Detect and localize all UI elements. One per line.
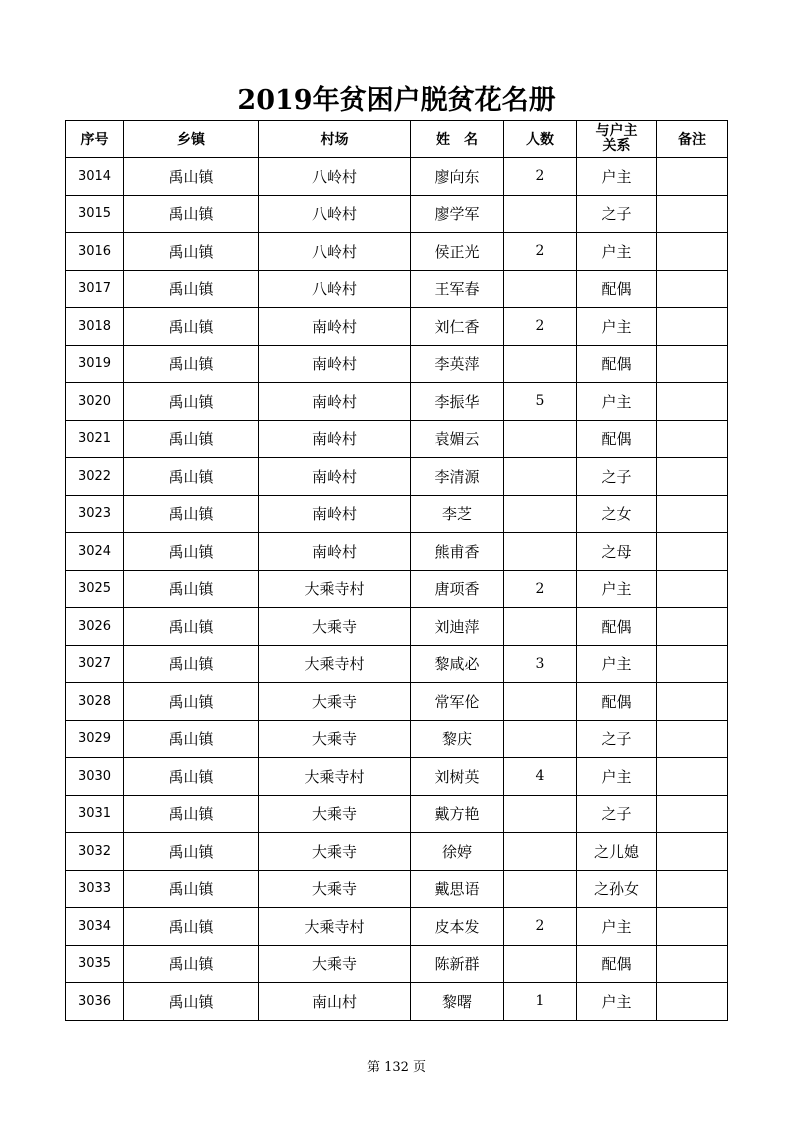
cell-village: 大乘寺村 <box>259 645 411 683</box>
cell-name: 李振华 <box>411 383 504 421</box>
cell-remarks <box>657 608 728 646</box>
header-name: 姓 名 <box>411 121 504 158</box>
cell-household-size <box>504 458 577 496</box>
cell-township: 禹山镇 <box>124 720 259 758</box>
cell-relationship: 配偶 <box>577 345 657 383</box>
cell-serial: 3029 <box>66 720 124 758</box>
cell-household-size <box>504 420 577 458</box>
cell-relationship: 户主 <box>577 758 657 796</box>
cell-remarks <box>657 720 728 758</box>
cell-township: 禹山镇 <box>124 570 259 608</box>
cell-name: 戴方艳 <box>411 795 504 833</box>
cell-serial: 3031 <box>66 795 124 833</box>
header-relationship <box>577 121 657 158</box>
cell-village: 八岭村 <box>259 158 411 196</box>
table-row <box>66 383 728 421</box>
cell-household-size: 2 <box>504 308 577 346</box>
table-row <box>66 158 728 196</box>
cell-name: 王军春 <box>411 270 504 308</box>
cell-name: 唐项香 <box>411 570 504 608</box>
cell-serial: 3023 <box>66 495 124 533</box>
cell-township: 禹山镇 <box>124 870 259 908</box>
header-relationship-line-1: 与户主 <box>595 123 638 139</box>
cell-village: 大乘寺 <box>259 833 411 871</box>
cell-serial: 3024 <box>66 533 124 571</box>
cell-name: 李清源 <box>411 458 504 496</box>
cell-name: 刘树英 <box>411 758 504 796</box>
table-body <box>66 158 728 1021</box>
cell-remarks <box>657 420 728 458</box>
table-row <box>66 608 728 646</box>
cell-household-size <box>504 345 577 383</box>
page-title: 2019年贫困户脱贫花名册 <box>237 85 556 116</box>
cell-serial: 3014 <box>66 158 124 196</box>
cell-serial: 3020 <box>66 383 124 421</box>
cell-household-size: 2 <box>504 158 577 196</box>
cell-township: 禹山镇 <box>124 645 259 683</box>
cell-relationship: 之孙女 <box>577 870 657 908</box>
cell-name: 徐婷 <box>411 833 504 871</box>
table-row <box>66 533 728 571</box>
header-village: 村场 <box>259 121 411 158</box>
cell-township: 禹山镇 <box>124 945 259 983</box>
cell-village: 大乘寺 <box>259 720 411 758</box>
cell-household-size <box>504 683 577 721</box>
cell-township: 禹山镇 <box>124 158 259 196</box>
cell-township: 禹山镇 <box>124 270 259 308</box>
cell-household-size: 4 <box>504 758 577 796</box>
cell-village: 南山村 <box>259 983 411 1021</box>
cell-relationship: 配偶 <box>577 270 657 308</box>
cell-household-size <box>504 270 577 308</box>
cell-remarks <box>657 795 728 833</box>
cell-serial: 3027 <box>66 645 124 683</box>
cell-relationship: 户主 <box>577 308 657 346</box>
cell-village: 南岭村 <box>259 533 411 571</box>
cell-village: 大乘寺村 <box>259 758 411 796</box>
header-household-size: 人数 <box>504 121 577 158</box>
cell-serial: 3016 <box>66 233 124 271</box>
cell-name: 陈新群 <box>411 945 504 983</box>
table-row <box>66 908 728 946</box>
cell-serial: 3034 <box>66 908 124 946</box>
cell-relationship: 配偶 <box>577 683 657 721</box>
cell-relationship: 户主 <box>577 233 657 271</box>
table-row <box>66 570 728 608</box>
cell-relationship: 户主 <box>577 645 657 683</box>
cell-name: 黎曙 <box>411 983 504 1021</box>
cell-name: 戴思语 <box>411 870 504 908</box>
cell-remarks <box>657 683 728 721</box>
cell-township: 禹山镇 <box>124 608 259 646</box>
cell-village: 大乘寺 <box>259 945 411 983</box>
cell-household-size: 2 <box>504 570 577 608</box>
cell-name: 刘仁香 <box>411 308 504 346</box>
cell-serial: 3017 <box>66 270 124 308</box>
cell-village: 南岭村 <box>259 458 411 496</box>
table-row <box>66 683 728 721</box>
cell-remarks <box>657 458 728 496</box>
cell-township: 禹山镇 <box>124 795 259 833</box>
cell-village: 八岭村 <box>259 270 411 308</box>
table-row <box>66 983 728 1021</box>
cell-name: 李芝 <box>411 495 504 533</box>
table-row <box>66 833 728 871</box>
cell-relationship: 之子 <box>577 195 657 233</box>
cell-relationship: 配偶 <box>577 945 657 983</box>
cell-name: 袁媚云 <box>411 420 504 458</box>
cell-name: 李英萍 <box>411 345 504 383</box>
cell-relationship: 之子 <box>577 720 657 758</box>
table-row <box>66 308 728 346</box>
table-row <box>66 870 728 908</box>
cell-household-size <box>504 945 577 983</box>
cell-household-size <box>504 833 577 871</box>
cell-serial: 3035 <box>66 945 124 983</box>
cell-household-size <box>504 608 577 646</box>
table-row <box>66 795 728 833</box>
cell-township: 禹山镇 <box>124 758 259 796</box>
cell-remarks <box>657 533 728 571</box>
cell-village: 南岭村 <box>259 420 411 458</box>
cell-township: 禹山镇 <box>124 833 259 871</box>
cell-name: 廖学军 <box>411 195 504 233</box>
poverty-roster-table <box>65 120 728 1021</box>
cell-relationship: 户主 <box>577 983 657 1021</box>
cell-township: 禹山镇 <box>124 308 259 346</box>
table-row <box>66 195 728 233</box>
cell-serial: 3015 <box>66 195 124 233</box>
cell-relationship: 户主 <box>577 570 657 608</box>
page-number: 第 132 页 <box>366 1060 427 1075</box>
table-row <box>66 270 728 308</box>
cell-serial: 3028 <box>66 683 124 721</box>
cell-name: 熊甫香 <box>411 533 504 571</box>
table-row <box>66 345 728 383</box>
cell-serial: 3026 <box>66 608 124 646</box>
cell-village: 八岭村 <box>259 195 411 233</box>
cell-village: 大乘寺 <box>259 795 411 833</box>
cell-remarks <box>657 870 728 908</box>
header-serial: 序号 <box>66 121 124 158</box>
cell-remarks <box>657 645 728 683</box>
cell-remarks <box>657 495 728 533</box>
header-relationship-line-2: 关系 <box>602 138 631 154</box>
cell-household-size <box>504 720 577 758</box>
cell-household-size <box>504 195 577 233</box>
cell-name: 刘迪萍 <box>411 608 504 646</box>
cell-village: 南岭村 <box>259 383 411 421</box>
cell-serial: 3019 <box>66 345 124 383</box>
cell-township: 禹山镇 <box>124 533 259 571</box>
cell-serial: 3025 <box>66 570 124 608</box>
cell-remarks <box>657 270 728 308</box>
cell-relationship: 户主 <box>577 383 657 421</box>
cell-township: 禹山镇 <box>124 983 259 1021</box>
cell-remarks <box>657 383 728 421</box>
cell-village: 大乘寺村 <box>259 570 411 608</box>
table-row <box>66 458 728 496</box>
cell-name: 黎咸必 <box>411 645 504 683</box>
cell-serial: 3030 <box>66 758 124 796</box>
table-row <box>66 495 728 533</box>
cell-household-size: 1 <box>504 983 577 1021</box>
cell-household-size: 2 <box>504 233 577 271</box>
cell-name: 黎庆 <box>411 720 504 758</box>
cell-household-size <box>504 533 577 571</box>
cell-relationship: 配偶 <box>577 420 657 458</box>
cell-township: 禹山镇 <box>124 495 259 533</box>
cell-village: 大乘寺 <box>259 870 411 908</box>
cell-relationship: 之儿媳 <box>577 833 657 871</box>
cell-household-size <box>504 495 577 533</box>
cell-relationship: 之子 <box>577 795 657 833</box>
cell-household-size <box>504 870 577 908</box>
cell-remarks <box>657 345 728 383</box>
cell-township: 禹山镇 <box>124 233 259 271</box>
cell-remarks <box>657 833 728 871</box>
cell-village: 大乘寺 <box>259 683 411 721</box>
table-row <box>66 420 728 458</box>
cell-township: 禹山镇 <box>124 195 259 233</box>
table-row <box>66 945 728 983</box>
cell-relationship: 之女 <box>577 495 657 533</box>
cell-relationship: 之母 <box>577 533 657 571</box>
cell-remarks <box>657 308 728 346</box>
cell-name: 侯正光 <box>411 233 504 271</box>
cell-serial: 3018 <box>66 308 124 346</box>
cell-serial: 3021 <box>66 420 124 458</box>
cell-remarks <box>657 570 728 608</box>
cell-relationship: 户主 <box>577 908 657 946</box>
cell-remarks <box>657 945 728 983</box>
cell-serial: 3036 <box>66 983 124 1021</box>
cell-serial: 3033 <box>66 870 124 908</box>
cell-township: 禹山镇 <box>124 458 259 496</box>
cell-village: 南岭村 <box>259 495 411 533</box>
cell-household-size: 3 <box>504 645 577 683</box>
cell-village: 八岭村 <box>259 233 411 271</box>
cell-relationship: 户主 <box>577 158 657 196</box>
table-row <box>66 645 728 683</box>
cell-name: 常军伦 <box>411 683 504 721</box>
cell-relationship: 之子 <box>577 458 657 496</box>
cell-remarks <box>657 233 728 271</box>
cell-village: 南岭村 <box>259 345 411 383</box>
cell-township: 禹山镇 <box>124 383 259 421</box>
header-remarks: 备注 <box>657 121 728 158</box>
table-row <box>66 758 728 796</box>
cell-township: 禹山镇 <box>124 683 259 721</box>
cell-serial: 3032 <box>66 833 124 871</box>
cell-remarks <box>657 758 728 796</box>
header-township: 乡镇 <box>124 121 259 158</box>
cell-village: 大乘寺村 <box>259 908 411 946</box>
cell-household-size <box>504 795 577 833</box>
cell-household-size: 2 <box>504 908 577 946</box>
table-row <box>66 233 728 271</box>
cell-township: 禹山镇 <box>124 345 259 383</box>
table-header-row <box>66 121 728 158</box>
cell-remarks <box>657 983 728 1021</box>
table-row <box>66 720 728 758</box>
cell-serial: 3022 <box>66 458 124 496</box>
cell-relationship: 配偶 <box>577 608 657 646</box>
cell-township: 禹山镇 <box>124 420 259 458</box>
cell-remarks <box>657 908 728 946</box>
cell-name: 皮本发 <box>411 908 504 946</box>
cell-household-size: 5 <box>504 383 577 421</box>
cell-name: 廖向东 <box>411 158 504 196</box>
cell-remarks <box>657 158 728 196</box>
cell-township: 禹山镇 <box>124 908 259 946</box>
cell-village: 南岭村 <box>259 308 411 346</box>
cell-remarks <box>657 195 728 233</box>
cell-village: 大乘寺 <box>259 608 411 646</box>
